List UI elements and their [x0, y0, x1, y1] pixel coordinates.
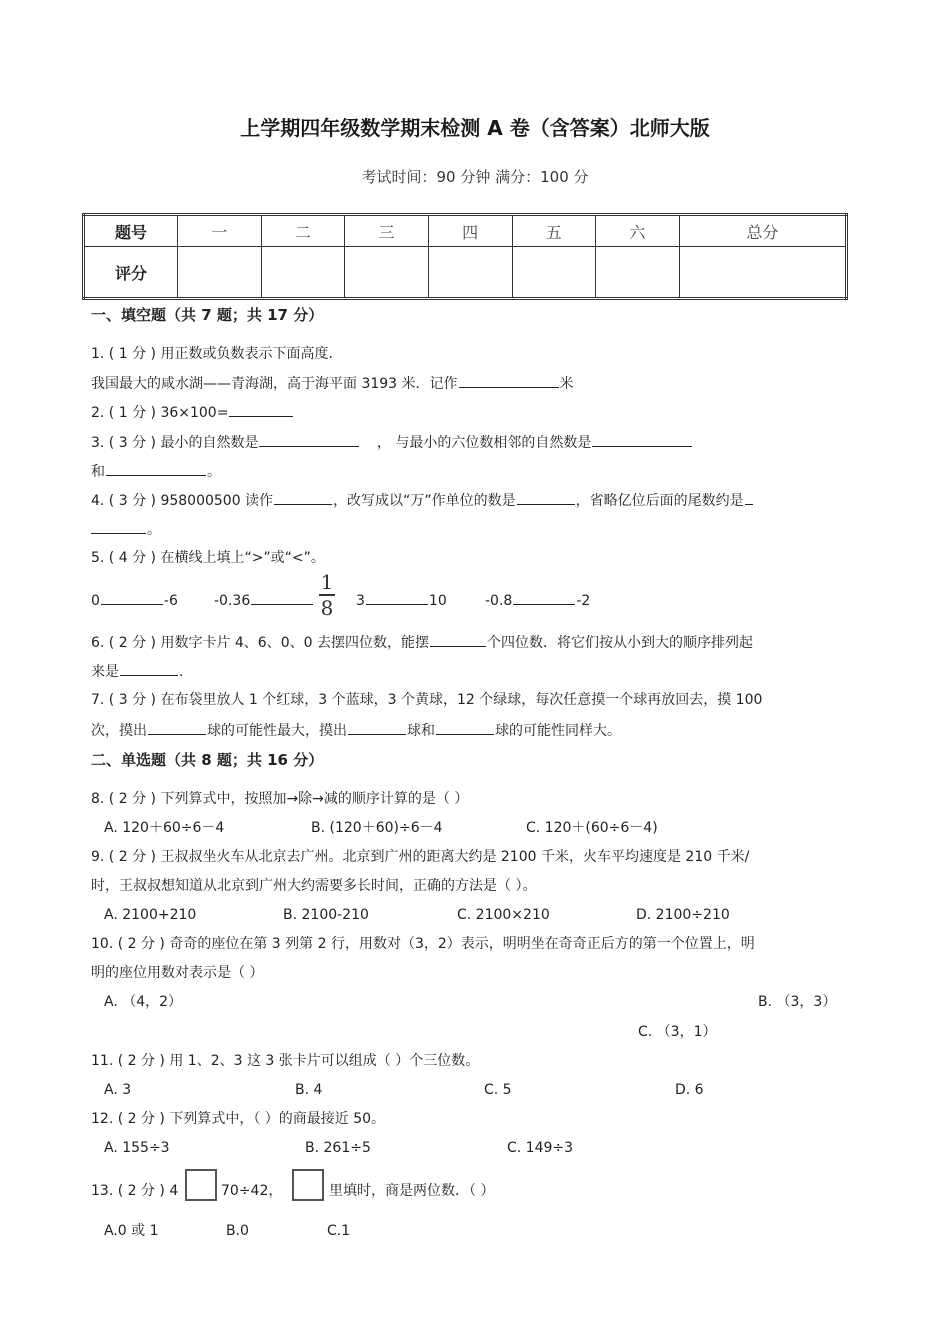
q12-option-b[interactable]: B. 261÷5: [305, 1140, 371, 1156]
score-cell: [512, 247, 596, 299]
q2-text: 2. ( 1 分 ) 36×100=: [91, 405, 229, 421]
q3-text-b: ， 与最小的六位数相邻的自然数是: [376, 435, 592, 451]
digit-box[interactable]: [292, 1169, 324, 1201]
q4-text-c: ，省略亿位后面的尾数约是: [575, 493, 744, 509]
answer-blank[interactable]: [120, 661, 178, 676]
q1-text: 我国最大的咸水湖——青海湖，高于海平面 3193 米．记作: [91, 376, 458, 392]
fraction-one-eighth: [316, 572, 338, 618]
score-table-col: 六: [596, 215, 680, 247]
q4-text-a: 4. ( 3 分 ) 958000500 读作: [91, 493, 274, 509]
score-table-score-row: [84, 247, 847, 299]
q7-text: 次，摸出: [91, 723, 147, 739]
q13-option-a[interactable]: A.0 或 1: [104, 1223, 159, 1239]
q5-item-2: [214, 590, 314, 611]
q3-end: 。: [207, 464, 221, 480]
q12-option-a[interactable]: A. 155÷3: [104, 1140, 170, 1156]
digit-box[interactable]: [185, 1169, 217, 1201]
score-table-col: 总分: [679, 215, 846, 247]
q8-option-b[interactable]: B. (120＋60)÷6－4: [311, 820, 443, 836]
score-cell: [178, 247, 262, 299]
q5-value: 10: [428, 593, 447, 609]
score-table-header-row: [84, 215, 847, 247]
q13-part2: 70÷42，: [221, 1183, 283, 1199]
q5-item-1: [91, 590, 178, 611]
score-table-col: 二: [261, 215, 345, 247]
q7-text: 球和: [407, 723, 435, 739]
answer-blank[interactable]: [436, 720, 494, 735]
q9-option-c[interactable]: C. 2100×210: [457, 907, 550, 923]
answer-blank[interactable]: [517, 490, 575, 505]
q4-end: 。: [147, 522, 161, 538]
q13-option-c[interactable]: C.1: [327, 1223, 351, 1239]
q5-item-3: [356, 590, 447, 611]
q5-line1: 5. ( 4 分 ) 在横线上填上“>”或“<”。: [91, 550, 325, 566]
q4-text-b: ，改写成以“万”作单位的数是: [333, 493, 516, 509]
score-cell: [261, 247, 345, 299]
q9-option-d[interactable]: D. 2100÷210: [636, 907, 730, 923]
q6-text-c: 来是: [91, 664, 119, 680]
q13-part1: 13. ( 2 分 ) 4: [91, 1183, 179, 1199]
q3-line1: [91, 432, 693, 453]
answer-blank[interactable]: [430, 632, 486, 647]
q4-line2: [91, 519, 161, 540]
q7-text: 球的可能性同样大。: [495, 723, 621, 739]
q8: 8. ( 2 分 ) 下列算式中，按照加→除→减的顺序计算的是（ ）: [91, 791, 469, 807]
q9-line2: 时，王叔叔想知道从北京到广州大约需要多长时间，正确的方法是（ ）。: [91, 878, 537, 894]
q11: 11. ( 2 分 ) 用 1、2、3 这 3 张卡片可以组成（ ）个三位数。: [91, 1053, 480, 1069]
q12: 12. ( 2 分 ) 下列算式中，（ ）的商最接近 50。: [91, 1111, 386, 1127]
q8-option-a[interactable]: A. 120＋60÷6－4: [104, 820, 225, 836]
q3-text-c: 和: [91, 464, 105, 480]
answer-blank[interactable]: [148, 720, 206, 735]
exam-info: 考试时间：90 分钟 满分：100 分: [361, 168, 589, 186]
q11-option-b[interactable]: B. 4: [295, 1082, 323, 1098]
q10-line2: 明的座位用数对表示是（ ）: [91, 965, 264, 981]
score-table-score-label: 评分: [84, 247, 178, 299]
q6-end: .: [179, 664, 184, 680]
answer-blank[interactable]: [274, 490, 332, 505]
score-cell: [596, 247, 680, 299]
answer-blank[interactable]: [366, 590, 428, 605]
q10-line1: 10. ( 2 分 ) 奇奇的座位在第 3 列第 2 行，用数对（3，2）表示，明明坐在奇奇正后方的第一个位置上，明: [91, 936, 755, 952]
q13-part3: 里填时，商是两位数．（ ）: [329, 1183, 495, 1199]
q9-option-b[interactable]: B. 2100-210: [283, 907, 369, 923]
q4-line1: [91, 490, 754, 511]
answer-blank[interactable]: [459, 373, 559, 388]
q5-value: 3: [356, 593, 365, 609]
section1-heading: 一、填空题（共 7 题；共 17 分）: [91, 306, 324, 324]
q3-line2: [91, 461, 221, 482]
q11-option-d[interactable]: D. 6: [675, 1082, 704, 1098]
q5-value: -6: [163, 593, 178, 609]
q3-text-a: 3. ( 3 分 ) 最小的自然数是: [91, 435, 259, 451]
q1-line1: 1. ( 1 分 ) 用正数或负数表示下面高度.: [91, 346, 333, 362]
q6-line1: [91, 632, 753, 653]
q11-option-a[interactable]: A. 3: [104, 1082, 132, 1098]
q1-unit: 米: [559, 376, 574, 392]
score-table-col: 三: [345, 215, 429, 247]
answer-blank[interactable]: [745, 490, 753, 505]
fraction-numerator: 1: [320, 570, 334, 594]
q12-option-c[interactable]: C. 149÷3: [507, 1140, 574, 1156]
answer-blank[interactable]: [251, 590, 313, 605]
score-cell: [679, 247, 846, 299]
score-cell: [345, 247, 429, 299]
q9-option-a[interactable]: A. 2100+210: [104, 907, 197, 923]
answer-blank[interactable]: [348, 720, 406, 735]
q6-text-a: 6. ( 2 分 ) 用数字卡片 4、6、0、0 去摆四位数，能摆: [91, 635, 429, 651]
q5-value: -0.8: [485, 593, 513, 609]
q7-text: 球的可能性最大，摸出: [207, 723, 347, 739]
q5-value: -2: [576, 593, 591, 609]
q6-text-b: 个四位数．将它们按从小到大的顺序排列起: [486, 635, 753, 651]
q9-line1: 9. ( 2 分 ) 王叔叔坐火车从北京去广州。北京到广州的距离大约是 2100 千米，火车平均速度是 210 千米/: [91, 849, 750, 865]
q2: [91, 402, 294, 423]
q10-option-a[interactable]: A. （4，2）: [104, 994, 183, 1010]
q5-value: -0.36: [214, 593, 251, 609]
answer-blank[interactable]: [592, 432, 692, 447]
page-title: 上学期四年级数学期末检测 A 卷（含答案）北师大版: [240, 116, 710, 140]
q13-option-b[interactable]: B.0: [226, 1223, 249, 1239]
score-cell: [428, 247, 512, 299]
fraction-denominator: 8: [320, 596, 334, 620]
answer-blank[interactable]: [101, 590, 163, 605]
q7-line2: [91, 720, 621, 741]
section2-heading: 二、单选题（共 8 题；共 16 分）: [91, 751, 324, 769]
q11-option-c[interactable]: C. 5: [484, 1082, 512, 1098]
score-table: [82, 213, 848, 300]
q10-option-b[interactable]: B. （3，3）: [758, 994, 837, 1010]
q1-line2: [91, 373, 574, 394]
q8-option-c[interactable]: C. 120＋(60÷6－4): [526, 820, 658, 836]
q5-value: 0: [91, 593, 100, 609]
q6-line2: [91, 661, 183, 682]
answer-blank[interactable]: [259, 432, 359, 447]
score-table-col: 五: [512, 215, 596, 247]
score-table-col: 四: [428, 215, 512, 247]
answer-blank[interactable]: [106, 461, 206, 476]
q7-line1: 7. ( 3 分 ) 在布袋里放人 1 个红球，3 个蓝球，3 个黄球，12 个绿球，每次任意摸一个球再放回去，摸 100: [91, 692, 763, 708]
answer-blank[interactable]: [91, 519, 146, 534]
answer-blank[interactable]: [513, 590, 575, 605]
q5-item-4: [485, 590, 590, 611]
score-table-col: 一: [178, 215, 262, 247]
score-table-header-label: 题号: [84, 215, 178, 247]
q10-option-c[interactable]: C. （3，1）: [638, 1024, 717, 1040]
answer-blank[interactable]: [229, 402, 293, 417]
